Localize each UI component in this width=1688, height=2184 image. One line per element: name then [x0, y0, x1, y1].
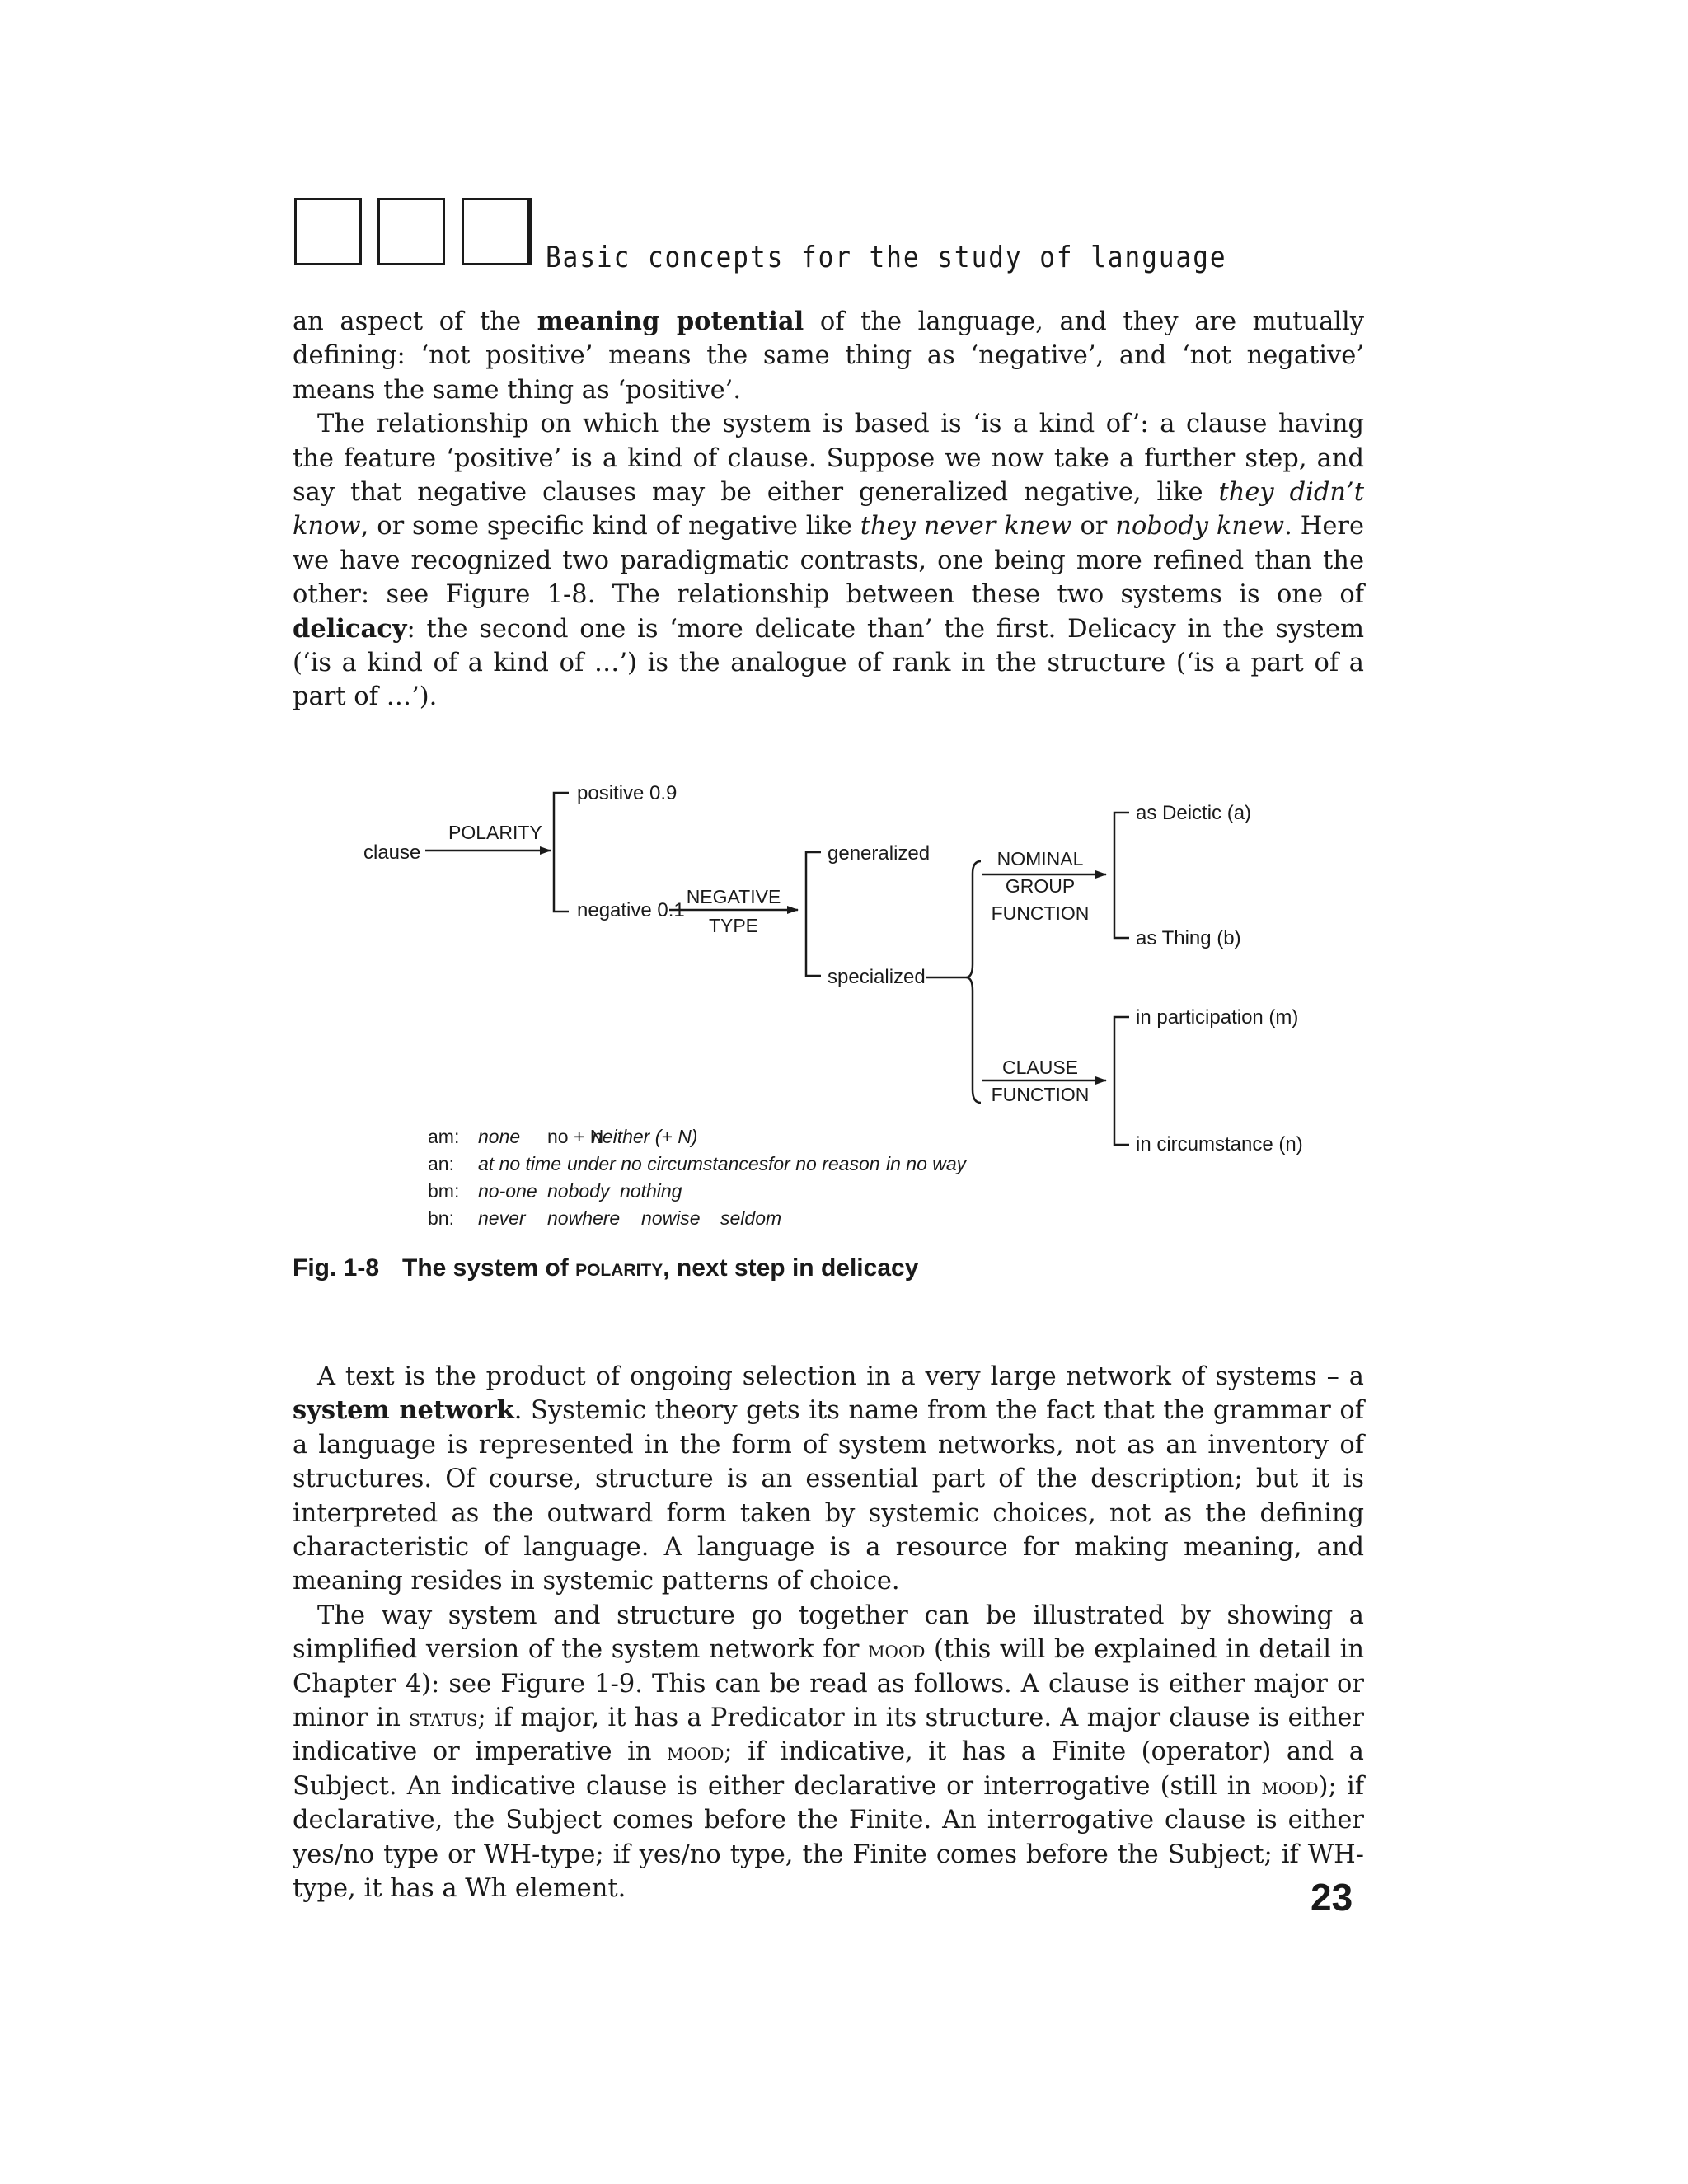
example-bn-4: seldom: [720, 1207, 782, 1229]
simultaneous-brace: [966, 861, 981, 1103]
paragraph-2: The relationship on which the system is based is ‘is a kind of’: a clause having the feature ‘positive’ is a kind of clause. Suppose we now take a further step, and say that negative clauses may be either generalized negative, like they didn’t know, or some specific kind of negative like they never knew or nobody knew. Here we have recognized two paradigmatic contrasts, one being more refined than the other: see Figure 1-8. The relationship between these two systems is one of delicacy: the second one is ‘more delicate than’ the first. Delicacy in the system (‘is a kind of a kind of …’) is the analogue of rank in the structure (‘is a part of a part of …’).: [293, 410, 1365, 712]
cf-label-1: CLAUSE: [1001, 1057, 1079, 1078]
circumstance-label: in circumstance (n): [1136, 1133, 1303, 1155]
example-bn-2: nowhere: [547, 1207, 621, 1229]
generalized-label: generalized: [828, 842, 931, 865]
ngf-label-3: FUNCTION: [991, 902, 1090, 924]
example-bn-3: nowise: [641, 1207, 701, 1229]
example-an-1: at no time: [478, 1153, 561, 1174]
key-bm: bm:: [428, 1180, 460, 1202]
negative-type-label-1: NEGATIVE: [686, 886, 781, 907]
paragraph-3: A text is the product of ongoing selection in a very large network of systems – a system network. Systemic theory gets its name from the fact that the grammar of a language is represented in the form of system networks, not as an inventory of structures. Of course, structure is an essential part of the description; but it is interpreted as the outward form taken by systemic choices, not as the defining characteristic of language. A language is a resource for making meaning, and meaning resides in systemic patterns of choice.: [293, 1362, 1364, 1596]
example-bm-3: nothing: [620, 1180, 682, 1202]
example-bm-1: no-one: [478, 1180, 537, 1202]
deictic-label: as Deictic (a): [1136, 802, 1252, 824]
key-am: am:: [428, 1126, 460, 1147]
figure-caption: Fig. 1-8 The system of polarity, next step in delicacy: [293, 1254, 919, 1282]
negative-type-bracket: [806, 852, 821, 976]
page-number: 23: [1311, 1876, 1353, 1919]
specialized-label: specialized: [828, 966, 926, 988]
cf-bracket: [1114, 1017, 1129, 1145]
example-an-4: in no way: [886, 1153, 967, 1174]
negative-type-label-2: TYPE: [708, 915, 759, 936]
example-an-3: for no reason: [768, 1153, 880, 1174]
example-bn-1: never: [478, 1207, 526, 1229]
ngf-label-1: NOMINAL: [996, 848, 1084, 869]
positive-label: positive 0.9: [577, 782, 678, 804]
running-header: Basic concepts for the study of language: [546, 241, 1227, 275]
key-bn: bn:: [428, 1207, 454, 1229]
example-key: [428, 1126, 968, 1229]
polarity-bracket: [554, 793, 569, 912]
caption-number: Fig. 1-8: [293, 1254, 380, 1282]
example-bm-2: nobody: [547, 1180, 610, 1202]
ngf-label-2: GROUP: [1005, 875, 1076, 897]
participation-label: in participation (m): [1136, 1006, 1299, 1029]
example-an-2: under no circumstances: [567, 1153, 769, 1174]
example-am-1: none: [478, 1126, 521, 1147]
polarity-label: POLARITY: [448, 822, 542, 843]
clause-label: clause: [363, 841, 421, 864]
text-bottom: [293, 1360, 1364, 1906]
paragraph-4: The way system and structure go together can be illustrated by showing a simplified version of the system network for mood (this will be explained in detail in Chapter 4): see Figure 1-9. This can be read as follows. A clause is either major or minor in status; if major, it has a Predicator in its structure. A major clause is either indicative or imperative in mood; if indicative, it has a Finite (operator) and a Subject. An indicative clause is either declarative or interrogative (still in mood); if declarative, the Subject comes before the Finite. An interrogative clause is either yes/no type or WH-type; if yes/no type, the Finite comes before the Subject; if WH-type, it has a Wh element.: [293, 1601, 1365, 1904]
negative-label: negative 0.1: [577, 899, 685, 921]
paragraph-1: an aspect of the meaning potential of the language, and they are mutually defining: ‘not positive’ means the same thing as ‘negative’, and ‘not negative’ means the same thing as ‘positive’.: [293, 307, 1365, 405]
key-an: an:: [428, 1153, 454, 1174]
cf-label-2: FUNCTION: [991, 1084, 1090, 1105]
example-am-2: no + N: [547, 1126, 604, 1147]
ngf-bracket: [1114, 813, 1129, 938]
thing-label: as Thing (b): [1136, 927, 1241, 949]
example-am-3: neither (+ N): [592, 1126, 698, 1147]
